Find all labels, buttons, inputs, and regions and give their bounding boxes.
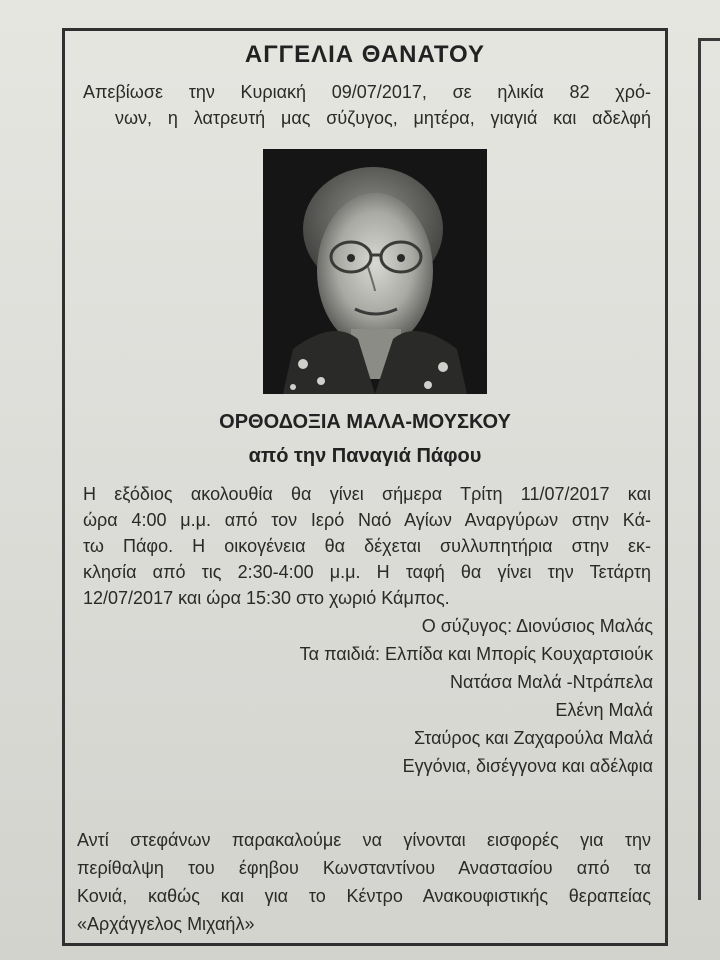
closing-line-3: Κονιά, καθώς και για το Κέντρο Ανακουφιστικής θεραπείας: [77, 886, 651, 906]
funeral-line-3: τω Πάφο. Η οικογένεια θα δέχεται συλλυπητήρια στην εκ-: [83, 536, 651, 556]
family-children: Τα παιδιά: Ελπίδα και Μπορίς Κουχαρτσιούκ: [299, 644, 653, 664]
deceased-origin: από την Παναγιά Πάφου: [248, 445, 482, 467]
portrait-silhouette-icon: [263, 149, 487, 394]
intro-line-2: νων, η λατρευτή μας σύζυγος, μητέρα, γιαγιά και αδελφή: [115, 108, 651, 128]
family-spouse: Ο σύζυγος: Διονύσιος Μαλάς: [421, 616, 653, 636]
closing-line-4: «Αρχάγγελος Μιχαήλ»: [77, 914, 255, 934]
funeral-line-5: 12/07/2017 και ώρα 15:30 στο χωριό Κάμπος.: [83, 588, 450, 608]
adjacent-column-border-top: [698, 38, 720, 41]
closing-line-2: περίθαλψη του έφηβου Κωνσταντίνου Αναστασίου από τα: [77, 858, 651, 878]
deceased-portrait: [263, 149, 487, 394]
death-notice: [62, 28, 668, 946]
funeral-line-1: Η εξόδιος ακολουθία θα γίνει σήμερα Τρίτη 11/07/2017 και: [83, 484, 651, 504]
family-child-3: Ελένη Μαλά: [555, 700, 653, 720]
family-grandchildren: Εγγόνια, δισέγγονα και αδέλφια: [402, 756, 653, 776]
deceased-name: ΟΡΘΟΔΟΞΙΑ ΜΑΛΑ-ΜΟΥΣΚΟΥ: [219, 411, 511, 433]
closing-line-1: Αντί στεφάνων παρακαλούμε να γίνονται εισφορές για την: [77, 830, 651, 850]
adjacent-column-border: [698, 40, 701, 900]
funeral-line-2: ώρα 4:00 μ.μ. από τον Ιερό Ναό Αγίων Αναργύρων στην Κά-: [83, 510, 651, 530]
notice-title: ΑΓΓΕΛΙΑ ΘΑΝΑΤΟΥ: [244, 41, 486, 68]
family-child-2: Νατάσα Μαλά -Ντράπελα: [449, 672, 653, 692]
funeral-line-4: κλησία από τις 2:30-4:00 μ.μ. Η ταφή θα γίνει την Τετάρτη: [83, 562, 651, 582]
family-child-4: Σταύρος και Ζαχαρούλα Μαλά: [413, 728, 653, 748]
intro-line-1: Απεβίωσε την Κυριακή 09/07/2017, σε ηλικία 82 χρό-: [83, 82, 651, 102]
